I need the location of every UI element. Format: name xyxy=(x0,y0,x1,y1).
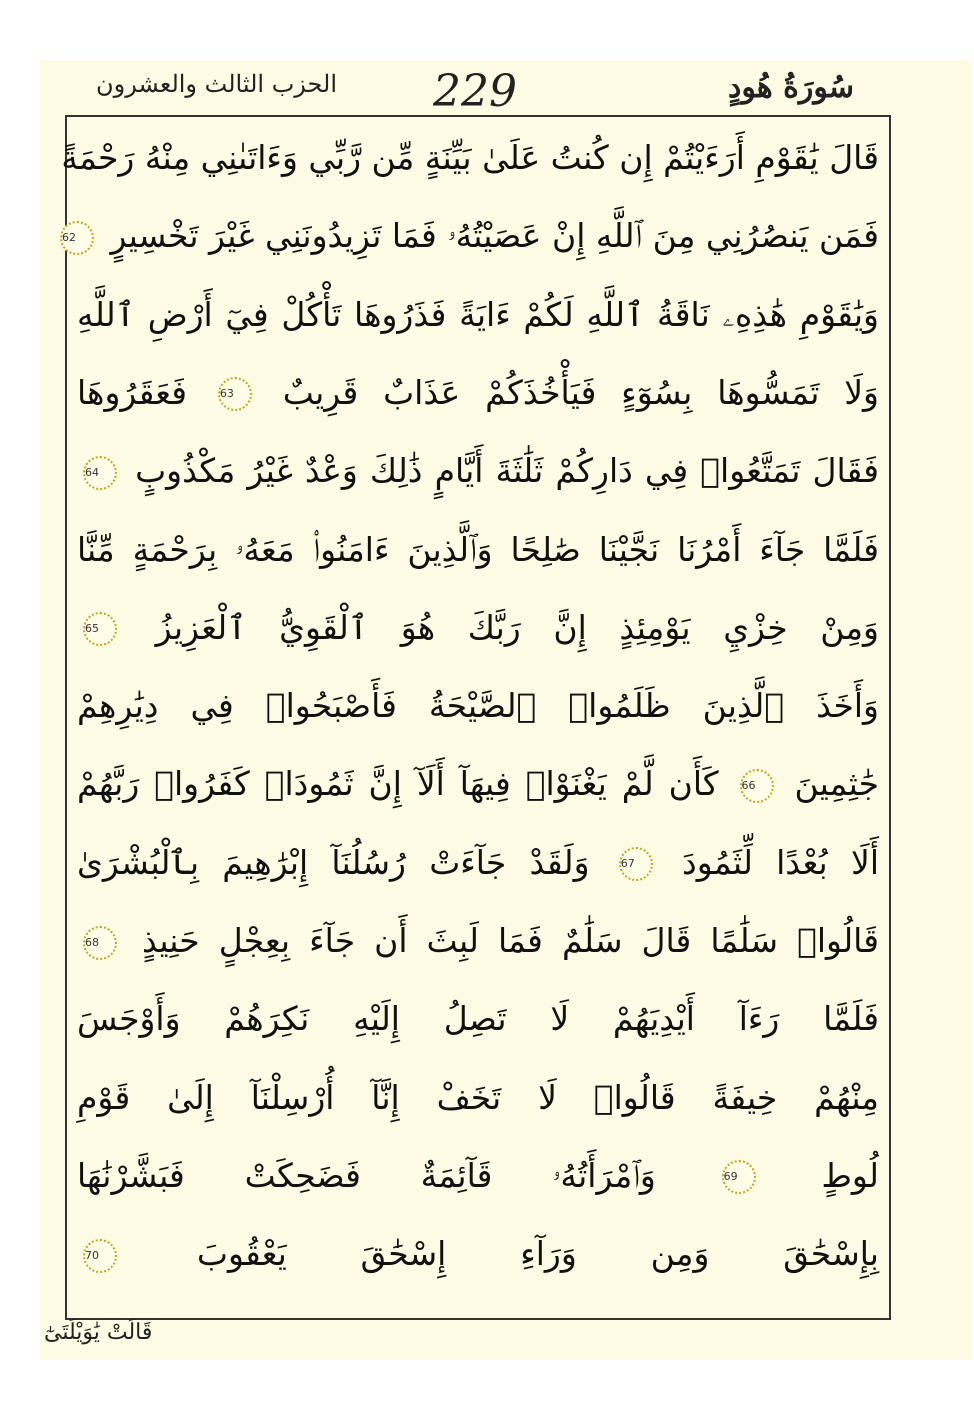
verse-text: وَلَقَدْ جَآءَتْ رُسُلُنَآ إِبْرَٰهِيمَ بِٱلْبُشْرَىٰ xyxy=(77,842,590,882)
verse-text: بِإِسْحَٰقَ وَمِن وَرَآءِ إِسْحَٰقَ يَعْقُوبَ xyxy=(196,1234,879,1274)
ayah-number-marker: 68 xyxy=(83,926,117,960)
verse-text: فَلَمَّا رَءَآ أَيْدِيَهُمْ لَا تَصِلُ إِلَيْهِ نَكِرَهُمْ وَأَوْجَسَ xyxy=(77,999,879,1039)
ayah-number-marker: 64 xyxy=(83,456,117,490)
verse-text: فَلَمَّا جَآءَ أَمْرُنَا نَجَّيْنَا صَٰلِحًا وَٱلَّذِينَ ءَامَنُوا۟ مَعَهُۥ بِرَحْمَةٍ مِّنَّا xyxy=(77,529,879,569)
quran-text-block xyxy=(61,117,889,1318)
verse-text: مِنْهُمْ خِيفَةً قَالُوا۟ لَا تَخَفْ إِنَّآ أُرْسِلْنَآ إِلَىٰ قَوْمِ xyxy=(77,1077,879,1117)
ayah-number-marker: 65 xyxy=(83,612,117,646)
surah-title: سُورَةُ هُودٍ xyxy=(728,70,854,105)
text-line xyxy=(77,670,879,742)
text-line xyxy=(77,827,879,899)
verse-text: كَأَن لَّمْ يَغْنَوْا۟ فِيهَآ أَلَآ إِنَّ ثَمُودَا۟ كَفَرُوا۟ رَبَّهُمْ xyxy=(77,764,719,804)
verse-text: فَمَن يَنصُرُنِي مِنَ ٱللَّهِ إِنْ عَصَيْتُهُۥ فَمَا تَزِيدُونَنِي غَيْرَ تَخْسِيرٍ xyxy=(110,216,879,256)
text-line xyxy=(77,357,879,429)
text-line xyxy=(77,435,879,507)
page-header xyxy=(40,60,972,116)
ayah-number-marker: 67 xyxy=(619,847,653,881)
text-line xyxy=(77,592,879,664)
verse-text: وَيَٰقَوْمِ هَٰذِهِۦ نَاقَةُ ٱللَّهِ لَكُمْ ءَايَةً فَذَرُوهَا تَأْكُلْ فِيٓ أَرْضِ ٱللَّهِ xyxy=(77,294,879,334)
verse-text: فَقَالَ تَمَتَّعُوا۟ فِي دَارِكُمْ ثَلَٰثَةَ أَيَّامٍ ذَٰلِكَ وَعْدٌ غَيْرُ مَكْذُوبٍ xyxy=(135,451,880,491)
verse-text: وَأَخَذَ ٱلَّذِينَ ظَلَمُوا۟ ٱلصَّيْحَةُ فَأَصْبَحُوا۟ فِي دِيَٰرِهِمْ xyxy=(77,686,879,726)
verse-text: وَمِنْ خِزْيِ يَوْمِئِذٍ إِنَّ رَبَّكَ هُوَ ٱلْقَوِيُّ ٱلْعَزِيزُ xyxy=(155,607,879,647)
text-line xyxy=(61,122,879,194)
page-number: 229 xyxy=(433,66,517,117)
verse-text: أَلَا بُعْدًا لِّثَمُودَ xyxy=(682,842,879,882)
catchword: قَالَتْ يَٰوَيْلَتَىٰٓ xyxy=(44,1320,153,1345)
ayah-number-marker: 66 xyxy=(740,769,774,803)
verse-text: وَٱمْرَأَتُهُۥ قَآئِمَةٌ فَضَحِكَتْ فَبَشَّرْنَٰهَا xyxy=(77,1155,656,1195)
text-line xyxy=(77,905,879,977)
text-line xyxy=(77,748,879,820)
verse-text: قَالَ يَٰقَوْمِ أَرَءَيْتُمْ إِن كُنتُ عَلَىٰ بَيِّنَةٍ مِّن رَّبِّي وَءَاتَىٰنِي مِنْهُ رَحْمَةً xyxy=(61,138,879,177)
ayah-number-marker: 69 xyxy=(722,1160,756,1194)
text-line xyxy=(77,983,879,1055)
text-line xyxy=(77,1062,879,1134)
text-line xyxy=(77,279,879,351)
verse-text: جَٰثِمِينَ xyxy=(794,764,879,804)
verse-text: لُوطٍ xyxy=(821,1155,879,1195)
ayah-number-marker: 70 xyxy=(83,1239,117,1273)
verse-text: قَالُوا۟ سَلَٰمًا قَالَ سَلَٰمٌ فَمَا لَبِثَ أَن جَآءَ بِعِجْلٍ حَنِيذٍ xyxy=(142,921,879,960)
text-line xyxy=(77,1140,879,1212)
text-line xyxy=(61,200,879,272)
verse-text: فَعَقَرُوهَا xyxy=(77,372,187,412)
text-line xyxy=(77,514,879,586)
text-line xyxy=(77,1218,879,1290)
verse-text: وَلَا تَمَسُّوهَا بِسُوٓءٍ فَيَأْخُذَكُمْ عَذَابٌ قَرِيبٌ xyxy=(282,372,879,412)
hizb-label: الحزب الثالث والعشرون xyxy=(96,70,337,98)
ayah-number-marker: 63 xyxy=(218,377,252,411)
ayah-number-marker: 62 xyxy=(60,221,94,255)
